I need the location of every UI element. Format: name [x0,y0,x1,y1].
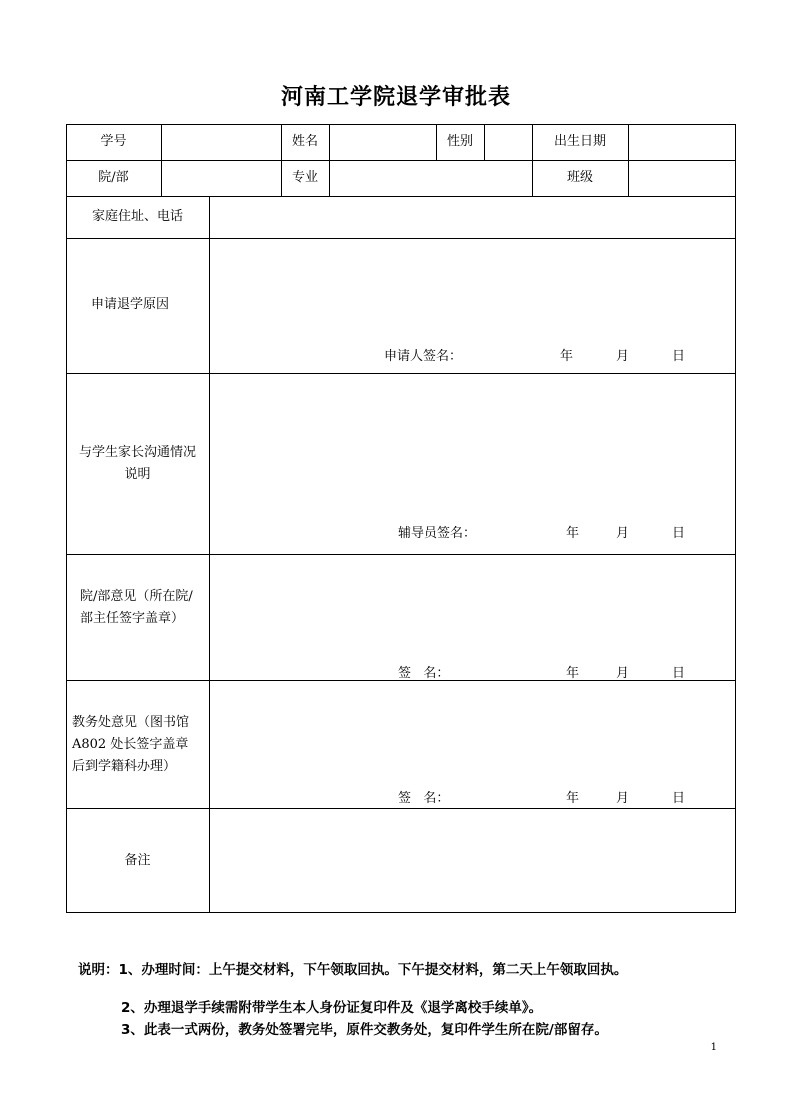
name-field[interactable] [330,124,436,160]
note-line-2: 2、办理退学手续需附带学生本人身份证复印件及《退学离校手续单》。 [121,1000,543,1016]
major-field[interactable] [330,160,532,196]
remarks-field[interactable] [210,810,736,912]
major-label: 专业 [291,170,318,185]
year-label: 年 [560,349,574,364]
department-opinion-line2: 部主任签字盖章） [80,611,185,626]
month-label: 月 [616,666,630,681]
day-label: 日 [672,791,686,806]
class-label: 班级 [566,170,593,185]
year-label: 年 [566,526,580,541]
note-line-3: 3、此表一式两份，教务处签署完毕，原件交教务处，复印件学生所在院/部留存。 [121,1022,608,1038]
signature-label: 签 名： [398,666,450,681]
day-label: 日 [672,526,686,541]
year-label: 年 [566,666,580,681]
remarks-label: 备注 [124,852,151,868]
department-label: 院/部 [98,170,129,185]
day-label: 日 [672,349,686,364]
page-number: 1 [710,1042,717,1053]
year-label: 年 [566,791,580,806]
department-field[interactable] [162,160,281,196]
gender-label: 性别 [446,134,473,149]
student-id-field[interactable] [162,124,281,160]
note-line-1: 说明：1、办理时间：上午提交材料，下午领取回执。下午提交材料，第二天上午领取回执。 [78,962,628,978]
parent-label-line1: 与学生家长沟通情况 [78,445,196,460]
department-opinion-field[interactable] [210,556,736,651]
department-opinion-line1: 院/部意见（所在院/ [80,589,193,604]
parent-label-line2: 说明 [124,467,151,482]
reason-field[interactable] [210,240,736,340]
academic-affairs-line1: 教务处意见（图书馆 [72,715,190,730]
month-label: 月 [616,526,630,541]
home-address-field[interactable] [210,196,736,238]
gender-field[interactable] [485,124,532,160]
name-label: 姓名 [291,134,318,149]
birthdate-label: 出生日期 [553,134,606,149]
department-opinion-label [80,586,193,630]
parent-communication-label [66,442,209,486]
month-label: 月 [616,791,630,806]
form-title: 河南工学院退学审批表 [280,85,511,110]
row-divider [66,373,736,374]
row-divider [66,554,736,555]
applicant-signature-label: 申请人签名： [384,349,463,364]
reason-label: 申请退学原因 [90,297,169,312]
birthdate-field[interactable] [629,124,736,160]
class-field[interactable] [629,160,736,196]
month-label: 月 [616,349,630,364]
parent-communication-field[interactable] [210,375,736,515]
academic-affairs-label [72,712,189,778]
home-address-label: 家庭住址、电话 [91,209,183,224]
signature-label: 签 名： [398,791,450,806]
day-label: 日 [672,666,686,681]
academic-affairs-line3: 后到学籍科办理） [72,759,177,774]
row-divider [66,238,736,239]
student-id-label: 学号 [100,134,127,149]
counselor-signature-label: 辅导员签名： [398,526,477,541]
academic-affairs-field[interactable] [210,682,736,777]
academic-affairs-line2: A802 处长签字盖章 [72,737,189,752]
